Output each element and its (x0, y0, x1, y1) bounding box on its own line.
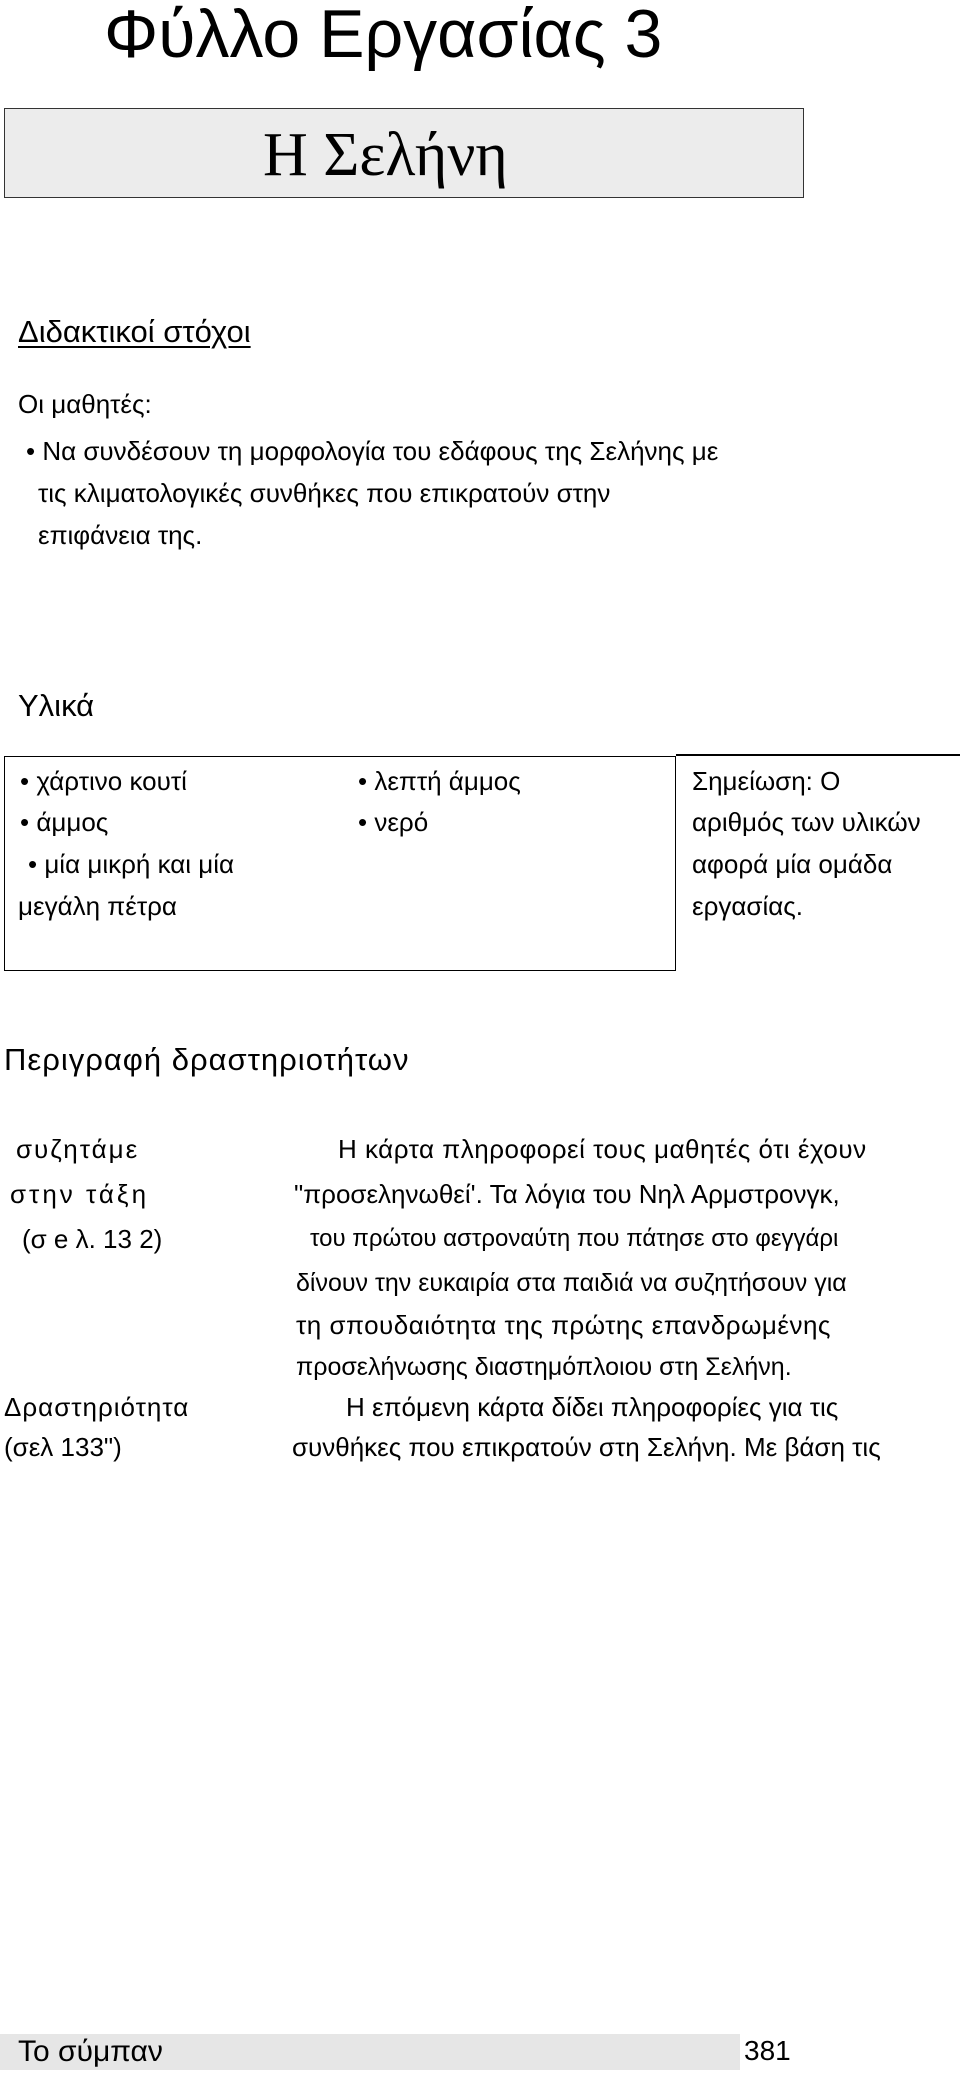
objectives-bullet-line-3: επιφάνεια της. (38, 520, 203, 550)
objectives-intro: Οι μαθητές: (18, 389, 152, 419)
activity-label: (σελ 133") (4, 1432, 122, 1462)
activity-text-line: του πρώτου αστροναύτη που πάτησε στο φεγγάρι (310, 1225, 839, 1252)
activity-label: στην τάξη (10, 1179, 150, 1209)
activity-text-line: τη σπουδαιότητα της πρώτης επανδρωμένης (296, 1310, 831, 1340)
activity-text-line: δίνουν την ευκαιρία στα παιδιά να συζητήσουν για (296, 1269, 847, 1297)
activity-text-line: Η επόμενη κάρτα δίδει πληροφορίες για τις (346, 1392, 839, 1422)
note-line: αφορά μία ομάδα (692, 849, 893, 879)
note-line: Σημείωση: Ο (692, 766, 841, 796)
note-line: εργασίας. (692, 891, 804, 921)
activity-text-line: συνθήκες που επικρατούν στη Σελήνη. Με βάση τις (292, 1432, 881, 1462)
page-title: Φύλλο Εργασίας 3 (104, 0, 663, 72)
materials-heading: Υλικά (18, 688, 95, 723)
activities-heading: Περιγραφή δραστηριοτήτων (4, 1042, 410, 1077)
activity-text-line: Η κάρτα πληροφορεί τους μαθητές ότι έχουν (338, 1134, 867, 1164)
objectives-bullet-line-1: • Να συνδέσουν τη μορφολογία του εδάφους της Σελήνης με (26, 436, 719, 466)
activity-text-line: "προσεληνωθεί'. Τα λόγια του Νηλ Αρμστρονγκ, (294, 1179, 840, 1209)
material-item-continued: μεγάλη πέτρα (18, 891, 177, 921)
material-item: • μία μικρή και μία (28, 849, 235, 879)
note-divider (676, 754, 960, 756)
subtitle-banner (4, 108, 804, 198)
material-item: • άμμος (20, 807, 109, 837)
activity-label: συζητάμε (16, 1134, 140, 1164)
material-item: • χάρτινο κουτί (20, 766, 187, 796)
material-item: • λεπτή άμμος (358, 766, 521, 796)
material-item: • νερό (358, 807, 429, 837)
note-line: αριθμός των υλικών (692, 807, 921, 837)
activity-label: Δραστηριότητα (4, 1392, 190, 1422)
subtitle: Η Σελήνη (263, 121, 508, 189)
page-number: 381 (744, 2035, 791, 2066)
objectives-bullet-line-2: τις κλιματολογικές συνθήκες που επικρατούν στην (38, 478, 611, 508)
footer-label: Το σύμπαν (18, 2035, 163, 2068)
objectives-heading: Διδακτικοί στόχοι (18, 314, 251, 349)
activity-text-line: προσελήνωσης διαστημόπλοιου στη Σελήνη. (296, 1353, 792, 1381)
activity-label: (σ e λ. 13 2) (22, 1224, 163, 1254)
